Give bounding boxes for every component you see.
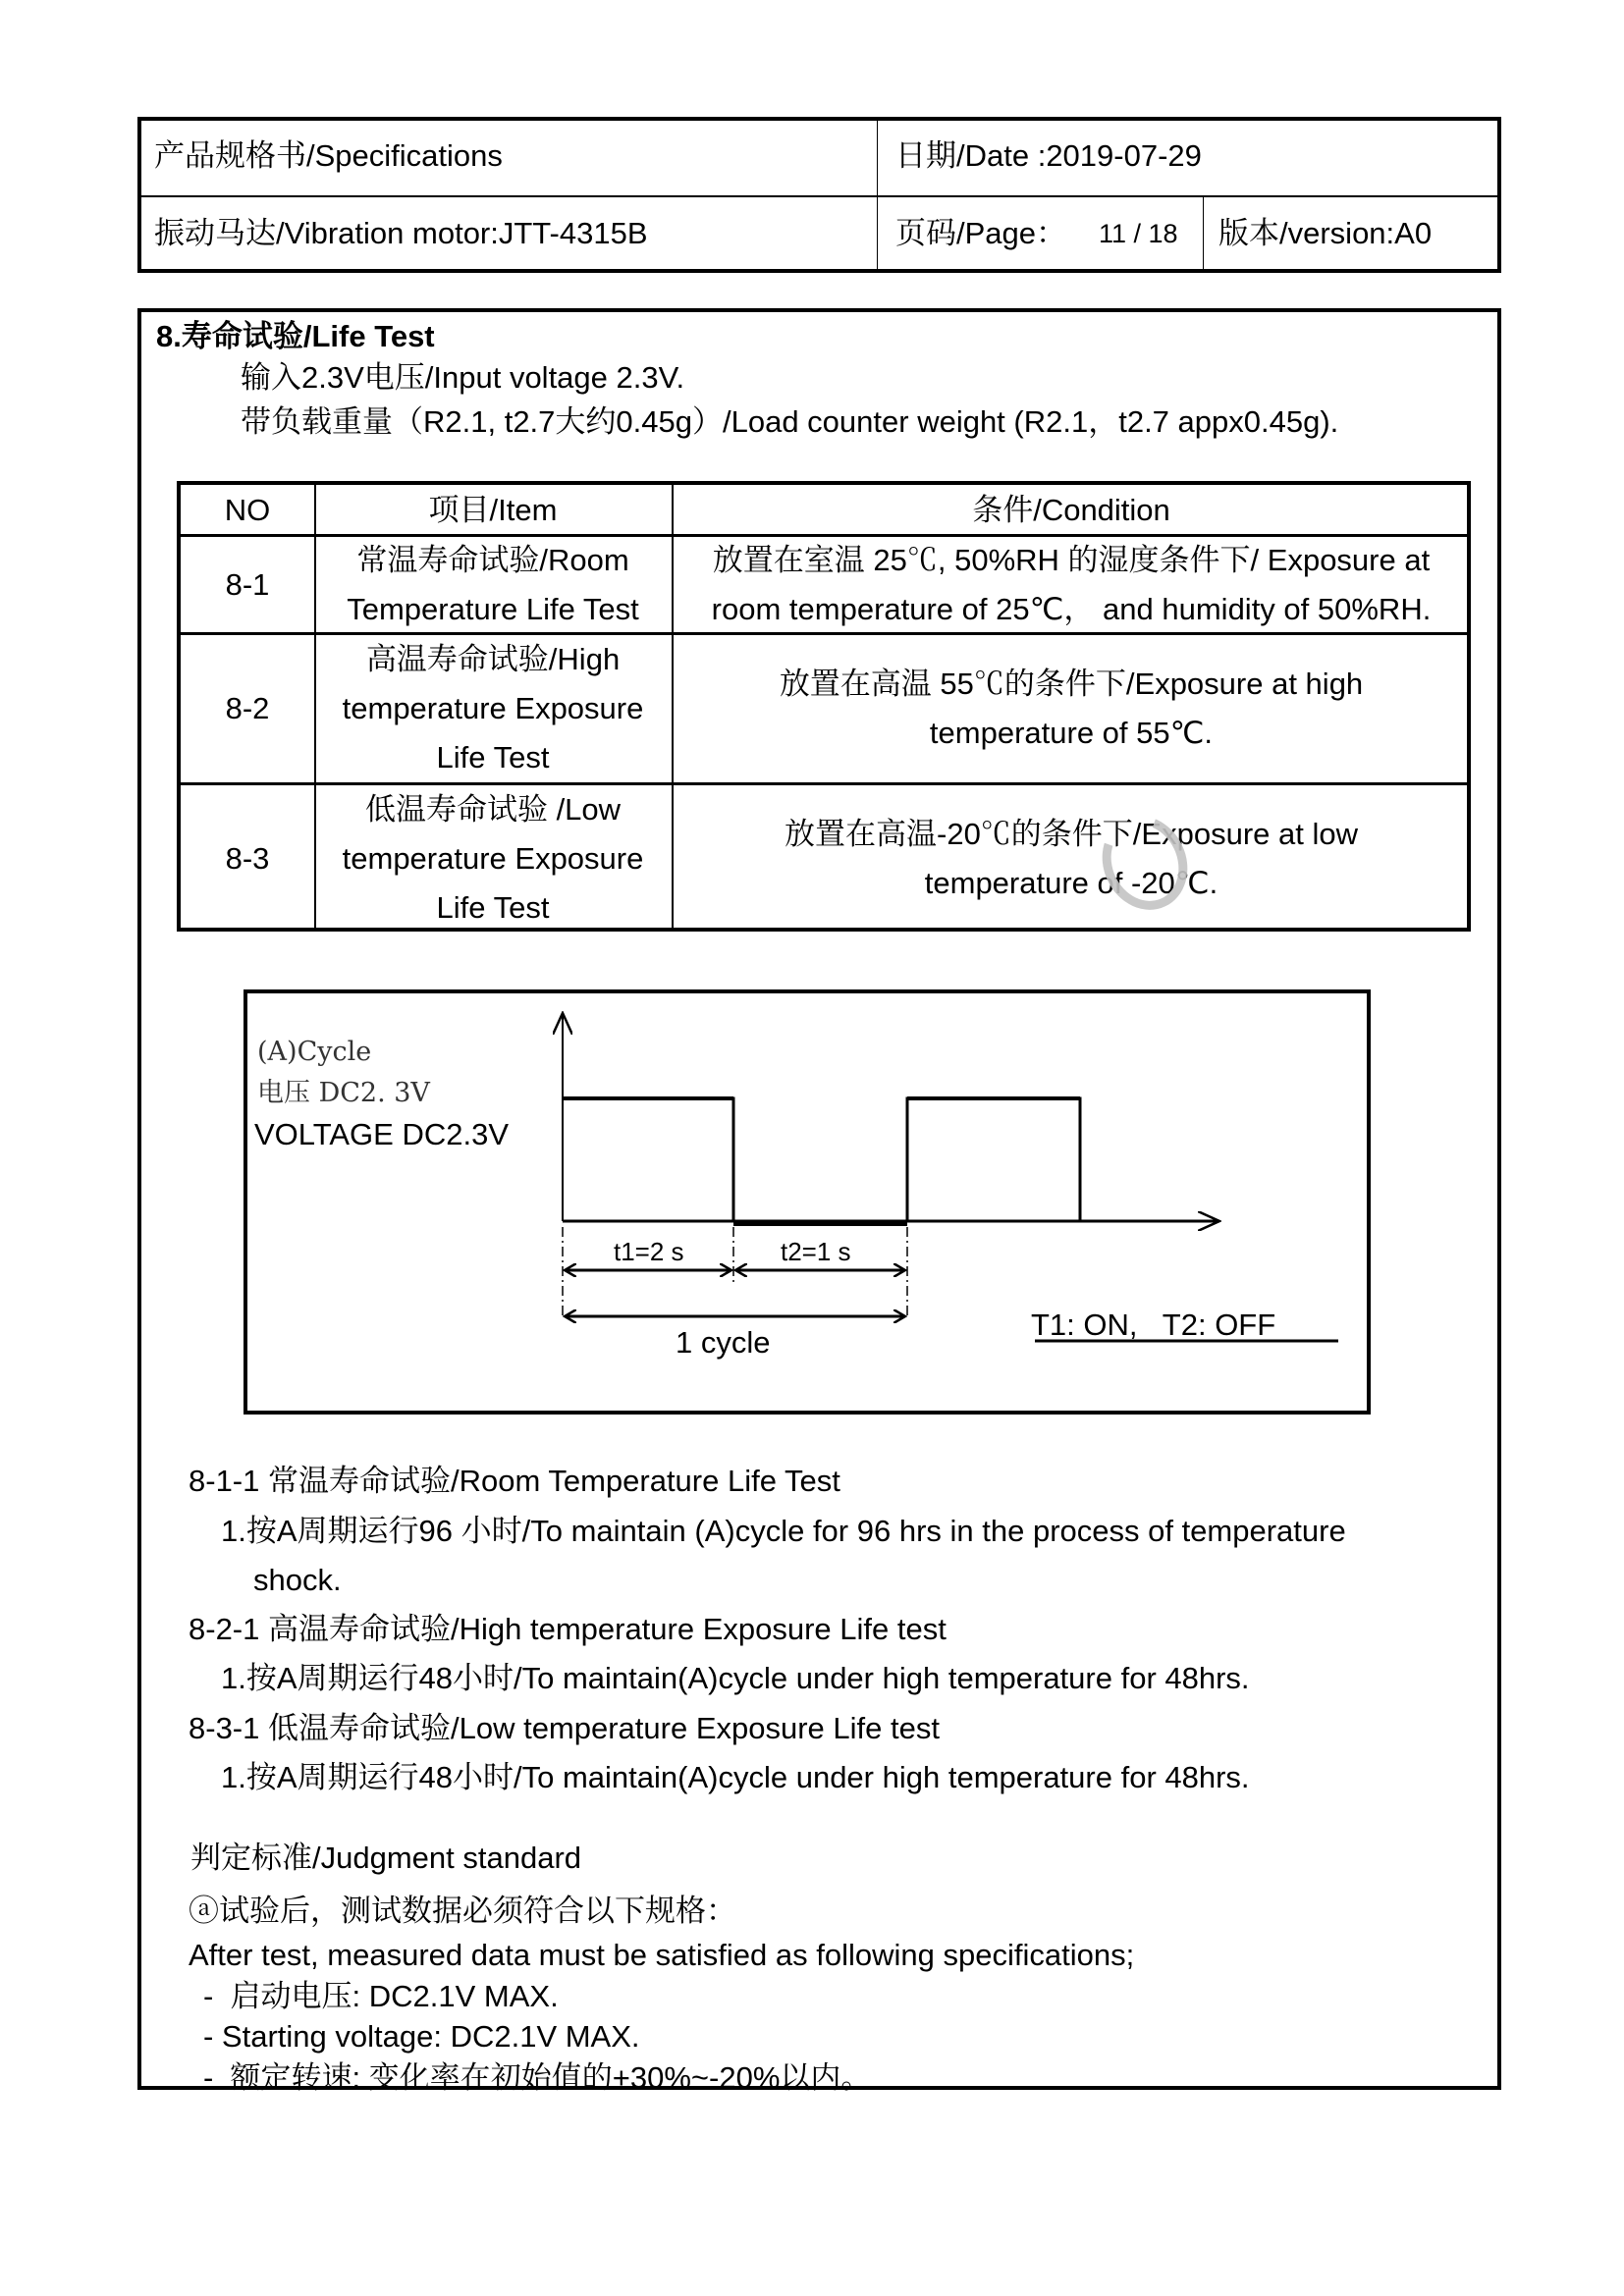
procedure-heading: 8-3-1 低温寿命试验/Low temperature Exposure Life test: [189, 1711, 940, 1745]
condition-line: room temperature of 25℃， and humidity of 50%RH.: [711, 591, 1432, 626]
document-header-table: [137, 117, 1501, 273]
column-header-condition: 条件/Condition: [972, 493, 1170, 527]
date-field: 日期/Date :2019-07-29: [895, 138, 1202, 173]
table-row-item: [314, 537, 672, 632]
table-row-condition: [672, 785, 1471, 932]
pulse-on-1: [563, 1098, 733, 1221]
pulse-on-2: [907, 1098, 1080, 1221]
item-line: Life Test: [436, 889, 550, 925]
t1-label: t1=2 s: [614, 1237, 684, 1266]
procedure-step: shock.: [253, 1563, 342, 1597]
header-divider: [877, 121, 878, 269]
item-line: Temperature Life Test: [347, 591, 639, 626]
spec-item: - 额定转速: 变化率在初始值的+30%~-20%以内。: [203, 2060, 872, 2095]
procedure-step: 1.按A周期运行96 小时/To maintain (A)cycle for 96 hrs in the process of temperature: [221, 1514, 1346, 1548]
condition-line: 放置在高温-20℃的条件下/Exposure at low: [785, 816, 1358, 851]
table-row-item: [314, 635, 672, 782]
header-divider: [141, 195, 1497, 197]
t2-label: t2=1 s: [781, 1237, 851, 1266]
table-row-condition: [672, 635, 1471, 782]
section-title: 8.寿命试验/Life Test: [156, 319, 435, 353]
voltage-label-en: VOLTAGE DC2.3V: [254, 1117, 509, 1151]
table-row-no: 8-3: [225, 840, 270, 876]
spec-item: - Starting voltage: DC2.1V MAX.: [203, 2019, 640, 2054]
table-row-no: 8-1: [225, 566, 270, 602]
on-off-legend: T1: ON, T2: OFF: [1031, 1308, 1276, 1342]
item-line: 常温寿命试验/Room: [356, 542, 629, 577]
item-line: temperature Exposure: [342, 840, 644, 876]
condition-line: 放置在室温 25℃, 50%RH 的湿度条件下/ Exposure at: [712, 542, 1431, 577]
judgment-title: 判定标准/Judgment standard: [190, 1841, 582, 1875]
procedure-step: 1.按A周期运行48小时/To maintain(A)cycle under high temperature for 48hrs.: [221, 1760, 1250, 1794]
table-row-no: 8-2: [225, 691, 270, 725]
column-header-no: NO: [224, 493, 271, 527]
condition-line: 放置在高温 55℃的条件下/Exposure at high: [779, 667, 1364, 701]
page-label: 页码/Page：: [895, 216, 1067, 250]
table-row-condition: [672, 537, 1471, 632]
column-header-item: 项目/Item: [428, 493, 558, 527]
item-line: Life Test: [436, 740, 550, 774]
judgment-intro-en: After test, measured data must be satisfied as following specifications;: [189, 1938, 1135, 1972]
procedure-heading: 8-2-1 高温寿命试验/High temperature Exposure Life test: [189, 1612, 947, 1646]
procedure-heading: 8-1-1 常温寿命试验/Room Temperature Life Test: [189, 1464, 840, 1498]
table-row-item: [314, 785, 672, 932]
life-test-table: [177, 481, 1471, 932]
condition-line: temperature of -20℃.: [924, 865, 1218, 900]
load-weight-text: 带负载重量（R2.1, t2.7大约0.45g）/Load counter weight (R2.1，t2.7 appx0.45g).: [241, 404, 1339, 439]
spec-title: 产品规格书/Specifications: [154, 138, 503, 173]
item-line: temperature Exposure: [342, 691, 644, 725]
cycle-diagram: [244, 989, 1371, 1415]
voltage-label-cn: 电压 DC2. 3V: [257, 1078, 430, 1108]
condition-line: temperature of 55℃.: [929, 716, 1214, 750]
judgment-intro-cn: ⓐ试验后，测试数据必须符合以下规格：: [189, 1894, 736, 1928]
input-voltage-text: 输入2.3V电压/Input voltage 2.3V.: [241, 360, 685, 395]
header-divider: [1203, 195, 1204, 269]
cycle-label: (A)Cycle: [257, 1037, 372, 1067]
procedure-step: 1.按A周期运行48小时/To maintain(A)cycle under high temperature for 48hrs.: [221, 1661, 1250, 1695]
item-line: 高温寿命试验/High: [365, 642, 621, 676]
spec-item: - 启动电压: DC2.1V MAX.: [203, 1979, 559, 2013]
page-number: 11 / 18: [1099, 219, 1178, 248]
item-line: 低温寿命试验 /Low: [364, 791, 622, 827]
version-field: 版本/version:A0: [1218, 216, 1433, 250]
product-name: 振动马达/Vibration motor:JTT-4315B: [154, 216, 648, 250]
cycle-waveform: [247, 993, 1375, 1418]
cycle-length-label: 1 cycle: [676, 1325, 771, 1360]
